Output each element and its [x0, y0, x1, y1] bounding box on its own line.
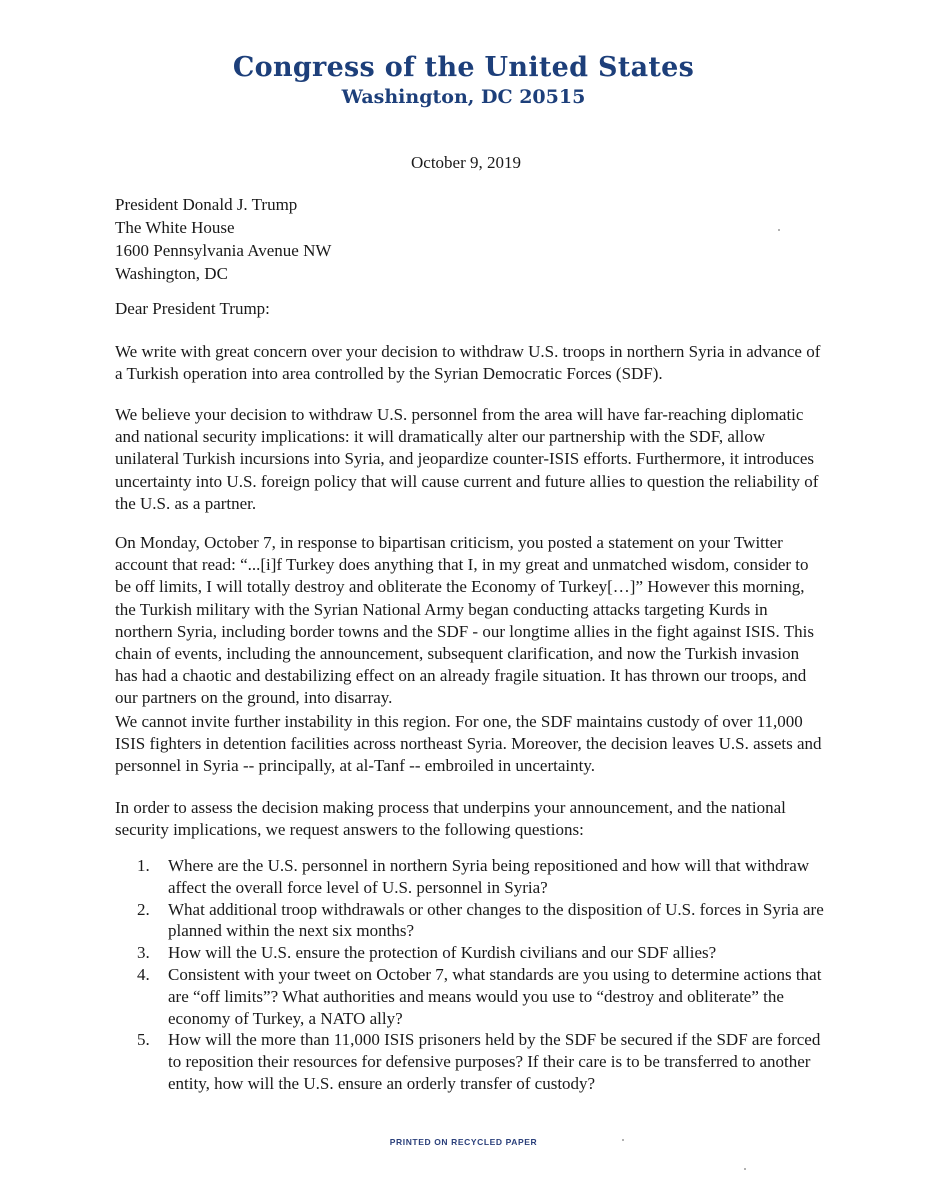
question-item	[137, 942, 827, 964]
salutation: Dear President Trump:	[115, 299, 270, 318]
body-paragraph-events: On Monday, October 7, in response to bipartisan criticism, you posted a statement on your Twitter account that read: “...[i]f Turkey does anything that I, in my great and unmatched wisdom, consider to be off limits, I will totally destroy and obliterate the Economy of Turkey[…]” However this morning, the Turkish military with the Syrian National Army began conducting attacks targeting Kurds in northern Syria, including border towns and the SDF - our longtime allies in the fight against ISIS. This chain of events, including the announcement, subsequent clarification, and now the Turkish invasion has had a chaotic and destabilizing effect on an already fragile situation. It has thrown our troops, and our partners on the ground, into disarray.	[115, 533, 814, 708]
recipient-street: 1600 Pennsylvania Avenue NW	[115, 241, 332, 260]
recipient-name: President Donald J. Trump	[115, 195, 298, 214]
letterhead-address: Washington, DC 20515	[341, 86, 586, 108]
question-number: 5.	[137, 1030, 150, 1050]
body-paragraph-request: In order to assess the decision making process that underpins your announcement, and the national security implications, we request answers to the following questions:	[115, 798, 786, 840]
question-text: Where are the U.S. personnel in northern Syria being repositioned and how will that withdraw affect the overall force level of U.S. personnel in Syria?	[168, 856, 810, 897]
scan-speck	[622, 1139, 624, 1141]
question-text: How will the more than 11,000 ISIS prisoners held by the SDF be secured if the SDF are forced to reposition their resources for defensive purposes? If their care is to be transferred to another entity, how will the U.S. ensure an orderly transfer of custody?	[168, 1030, 821, 1093]
scan-speck	[778, 229, 780, 231]
question-item	[137, 1029, 827, 1094]
recipient-office: The White House	[115, 218, 235, 237]
letter-date: October 9, 2019	[411, 153, 522, 172]
question-number: 2.	[137, 899, 150, 919]
body-paragraph-implications: We believe your decision to withdraw U.S. personnel from the area will have far-reaching diplomatic and national security implications: it will dramatically alter our partnership with the SDF, allow unilateral Turkish incursions into Syria, and jeopardize counter-ISIS efforts. Furthermore, it introduces uncertainty into U.S. foreign policy that will cause current and future allies to question the reliability of the U.S. as a partner.	[115, 405, 819, 513]
recipient-city: Washington, DC	[115, 264, 228, 283]
recycled-paper-footer: PRINTED ON RECYCLED PAPER	[389, 1137, 538, 1147]
scan-speck	[744, 1168, 746, 1170]
body-paragraph-instability: We cannot invite further instability in this region. For one, the SDF maintains custody of over 11,000 ISIS fighters in detention facilities across northeast Syria. Moreover, the decision leaves U.S. assets and personnel in Syria -- principally, at al-Tanf -- embroiled in uncertainty.	[115, 712, 822, 776]
recipient-address-block	[115, 193, 331, 285]
question-text: How will the U.S. ensure the protection of Kurdish civilians and our SDF allies?	[168, 943, 717, 963]
question-item	[137, 964, 827, 1029]
question-number: 1.	[137, 856, 150, 875]
question-item	[137, 899, 827, 943]
body-paragraph-concern: We write with great concern over your decision to withdraw U.S. troops in northern Syria in advance of a Turkish operation into area controlled by the Syrian Democratic Forces (SDF).	[115, 342, 821, 384]
questions-list	[137, 855, 827, 1095]
question-item	[137, 855, 827, 899]
letterhead-title: Congress of the United States	[232, 52, 695, 83]
question-number: 4.	[137, 964, 150, 984]
question-number: 3.	[137, 943, 150, 963]
question-text: What additional troop withdrawals or other changes to the disposition of U.S. forces in Syria are planned within the next six months?	[168, 899, 824, 941]
question-text: Consistent with your tweet on October 7, what standards are you using to determine actions that are “off limits”? What authorities and means would you use to “destroy and obliterate” the economy of Turkey, a NATO ally?	[168, 964, 822, 1028]
letterhead	[0, 52, 927, 109]
